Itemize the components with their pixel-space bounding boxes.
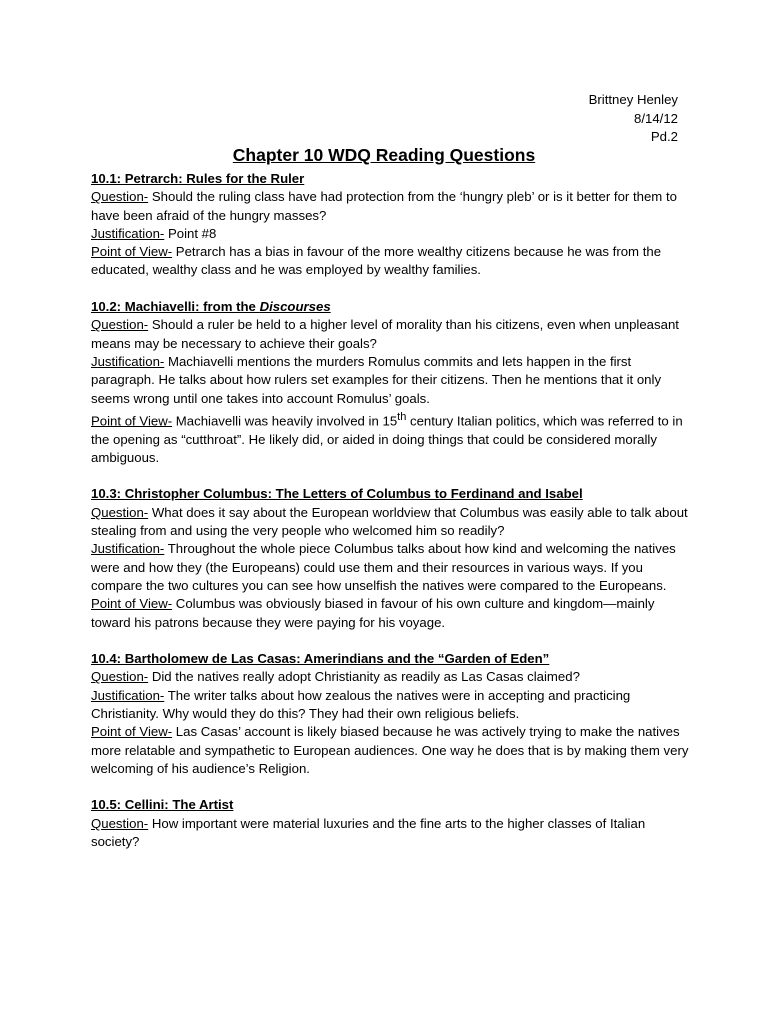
justification-text: Point #8 <box>164 225 217 241</box>
justification-paragraph <box>91 225 691 243</box>
point-of-view-paragraph <box>91 595 691 632</box>
page-title: Chapter 10 WDQ Reading Questions <box>232 145 536 165</box>
section-heading <box>91 298 691 316</box>
question-paragraph <box>91 316 691 353</box>
date: 8/14/12 <box>634 110 678 126</box>
justification-paragraph <box>91 353 691 408</box>
question-label: Question- <box>91 504 149 520</box>
question-paragraph <box>91 504 691 541</box>
question-text: Did the natives really adopt Christianity as readily as Las Casas claimed? <box>148 669 580 685</box>
section-10-5 <box>91 796 691 851</box>
author-name: Brittney Henley <box>588 92 678 107</box>
justification-paragraph <box>91 687 691 724</box>
point-of-view-label: Point of View- <box>91 596 173 612</box>
question-text: What does it say about the European worldview that Columbus was easily able to talk about stealing from and using the very people who welcomed him so readily? <box>91 504 688 539</box>
question-text: Should the ruling class have had protection from the ‘hungry pleb’ or is it better for them to have been afraid of the hungry masses? <box>91 189 677 223</box>
question-paragraph <box>91 188 691 225</box>
point-of-view-text: Petrarch has a bias in favour of the more wealthy citizens because he was from the educated, wealthy class and he was employed by wealthy families. <box>91 244 662 278</box>
section-10-2 <box>91 298 691 467</box>
justification-label: Justification- <box>91 541 165 557</box>
question-text: Should a ruler be held to a higher level of morality than his citizens, even when unpleasant means may be necessary to achieve their goals? <box>91 317 679 351</box>
question-paragraph <box>91 668 691 686</box>
section-heading-prefix: 10.2: Machiavelli: from the <box>91 299 260 315</box>
question-label: Question- <box>91 317 149 333</box>
section-heading: 10.1: Petrarch: Rules for the Ruler <box>91 171 305 186</box>
justification-label: Justification- <box>91 687 165 703</box>
justification-label: Justification- <box>91 353 165 369</box>
point-of-view-paragraph <box>91 243 691 280</box>
justification-text: The writer talks about how zealous the natives were in accepting and practicing Christianity. Why would they do this? They had their own religious beliefs. <box>91 687 631 721</box>
justification-text: Machiavelli mentions the murders Romulus commits and lets happen in the first paragraph. He talks about how rulers set examples for their citizens. Then he mentions that it only seems wrong until one takes into account Romulus’ goals. <box>91 353 662 406</box>
section-heading: 10.4: Bartholomew de Las Casas: Amerindians and the “Garden of Eden” <box>91 651 550 667</box>
point-of-view-text: Machiavelli was heavily involved in 15 <box>172 413 398 429</box>
question-label: Question- <box>91 815 149 831</box>
point-of-view-text: Las Casas’ account is likely biased because he was actively trying to make the natives more relatable and sympathetic to European audiences. One way he does that is by making them very welcoming of his audience’s Religion. <box>91 724 689 776</box>
question-text: How important were material luxuries and the fine arts to the higher classes of Italian society? <box>91 815 646 850</box>
point-of-view-paragraph <box>91 408 691 467</box>
question-paragraph <box>91 815 691 852</box>
justification-paragraph <box>91 540 691 595</box>
point-of-view-label: Point of View- <box>91 244 173 260</box>
point-of-view-text: Columbus was obviously biased in favour of his own culture and kingdom—mainly toward his patrons because they were paying for his voyage. <box>91 596 655 630</box>
justification-label: Justification- <box>91 225 165 241</box>
ordinal-suffix: th <box>397 410 407 423</box>
section-10-1 <box>91 170 691 280</box>
point-of-view-paragraph <box>91 723 691 778</box>
section-heading-italic: Discourses <box>259 299 331 315</box>
justification-text: Throughout the whole piece Columbus talks about how kind and welcoming the natives were and how they (the Europeans) could use them and their resources in various ways. If you compare the two cultures you can see how unselfish the natives were compared to the Europeans. <box>91 541 676 593</box>
section-heading: 10.3: Christopher Columbus: The Letters of Columbus to Ferdinand and Isabel <box>91 486 583 502</box>
section-heading: 10.5: Cellini: The Artist <box>91 797 234 813</box>
class-period: Pd.2 <box>650 129 678 144</box>
question-label: Question- <box>91 189 149 205</box>
section-10-4 <box>91 650 691 778</box>
section-10-3 <box>91 485 691 631</box>
point-of-view-text-continued: century Italian politics, which was referred to in the opening as “cutthroat”. He likely did, or aided in doing things that could be considered morally ambiguous. <box>91 413 683 465</box>
student-header <box>589 91 678 147</box>
question-label: Question- <box>91 669 149 685</box>
point-of-view-label: Point of View- <box>91 413 173 429</box>
point-of-view-label: Point of View- <box>91 724 173 740</box>
document-body <box>91 170 691 870</box>
